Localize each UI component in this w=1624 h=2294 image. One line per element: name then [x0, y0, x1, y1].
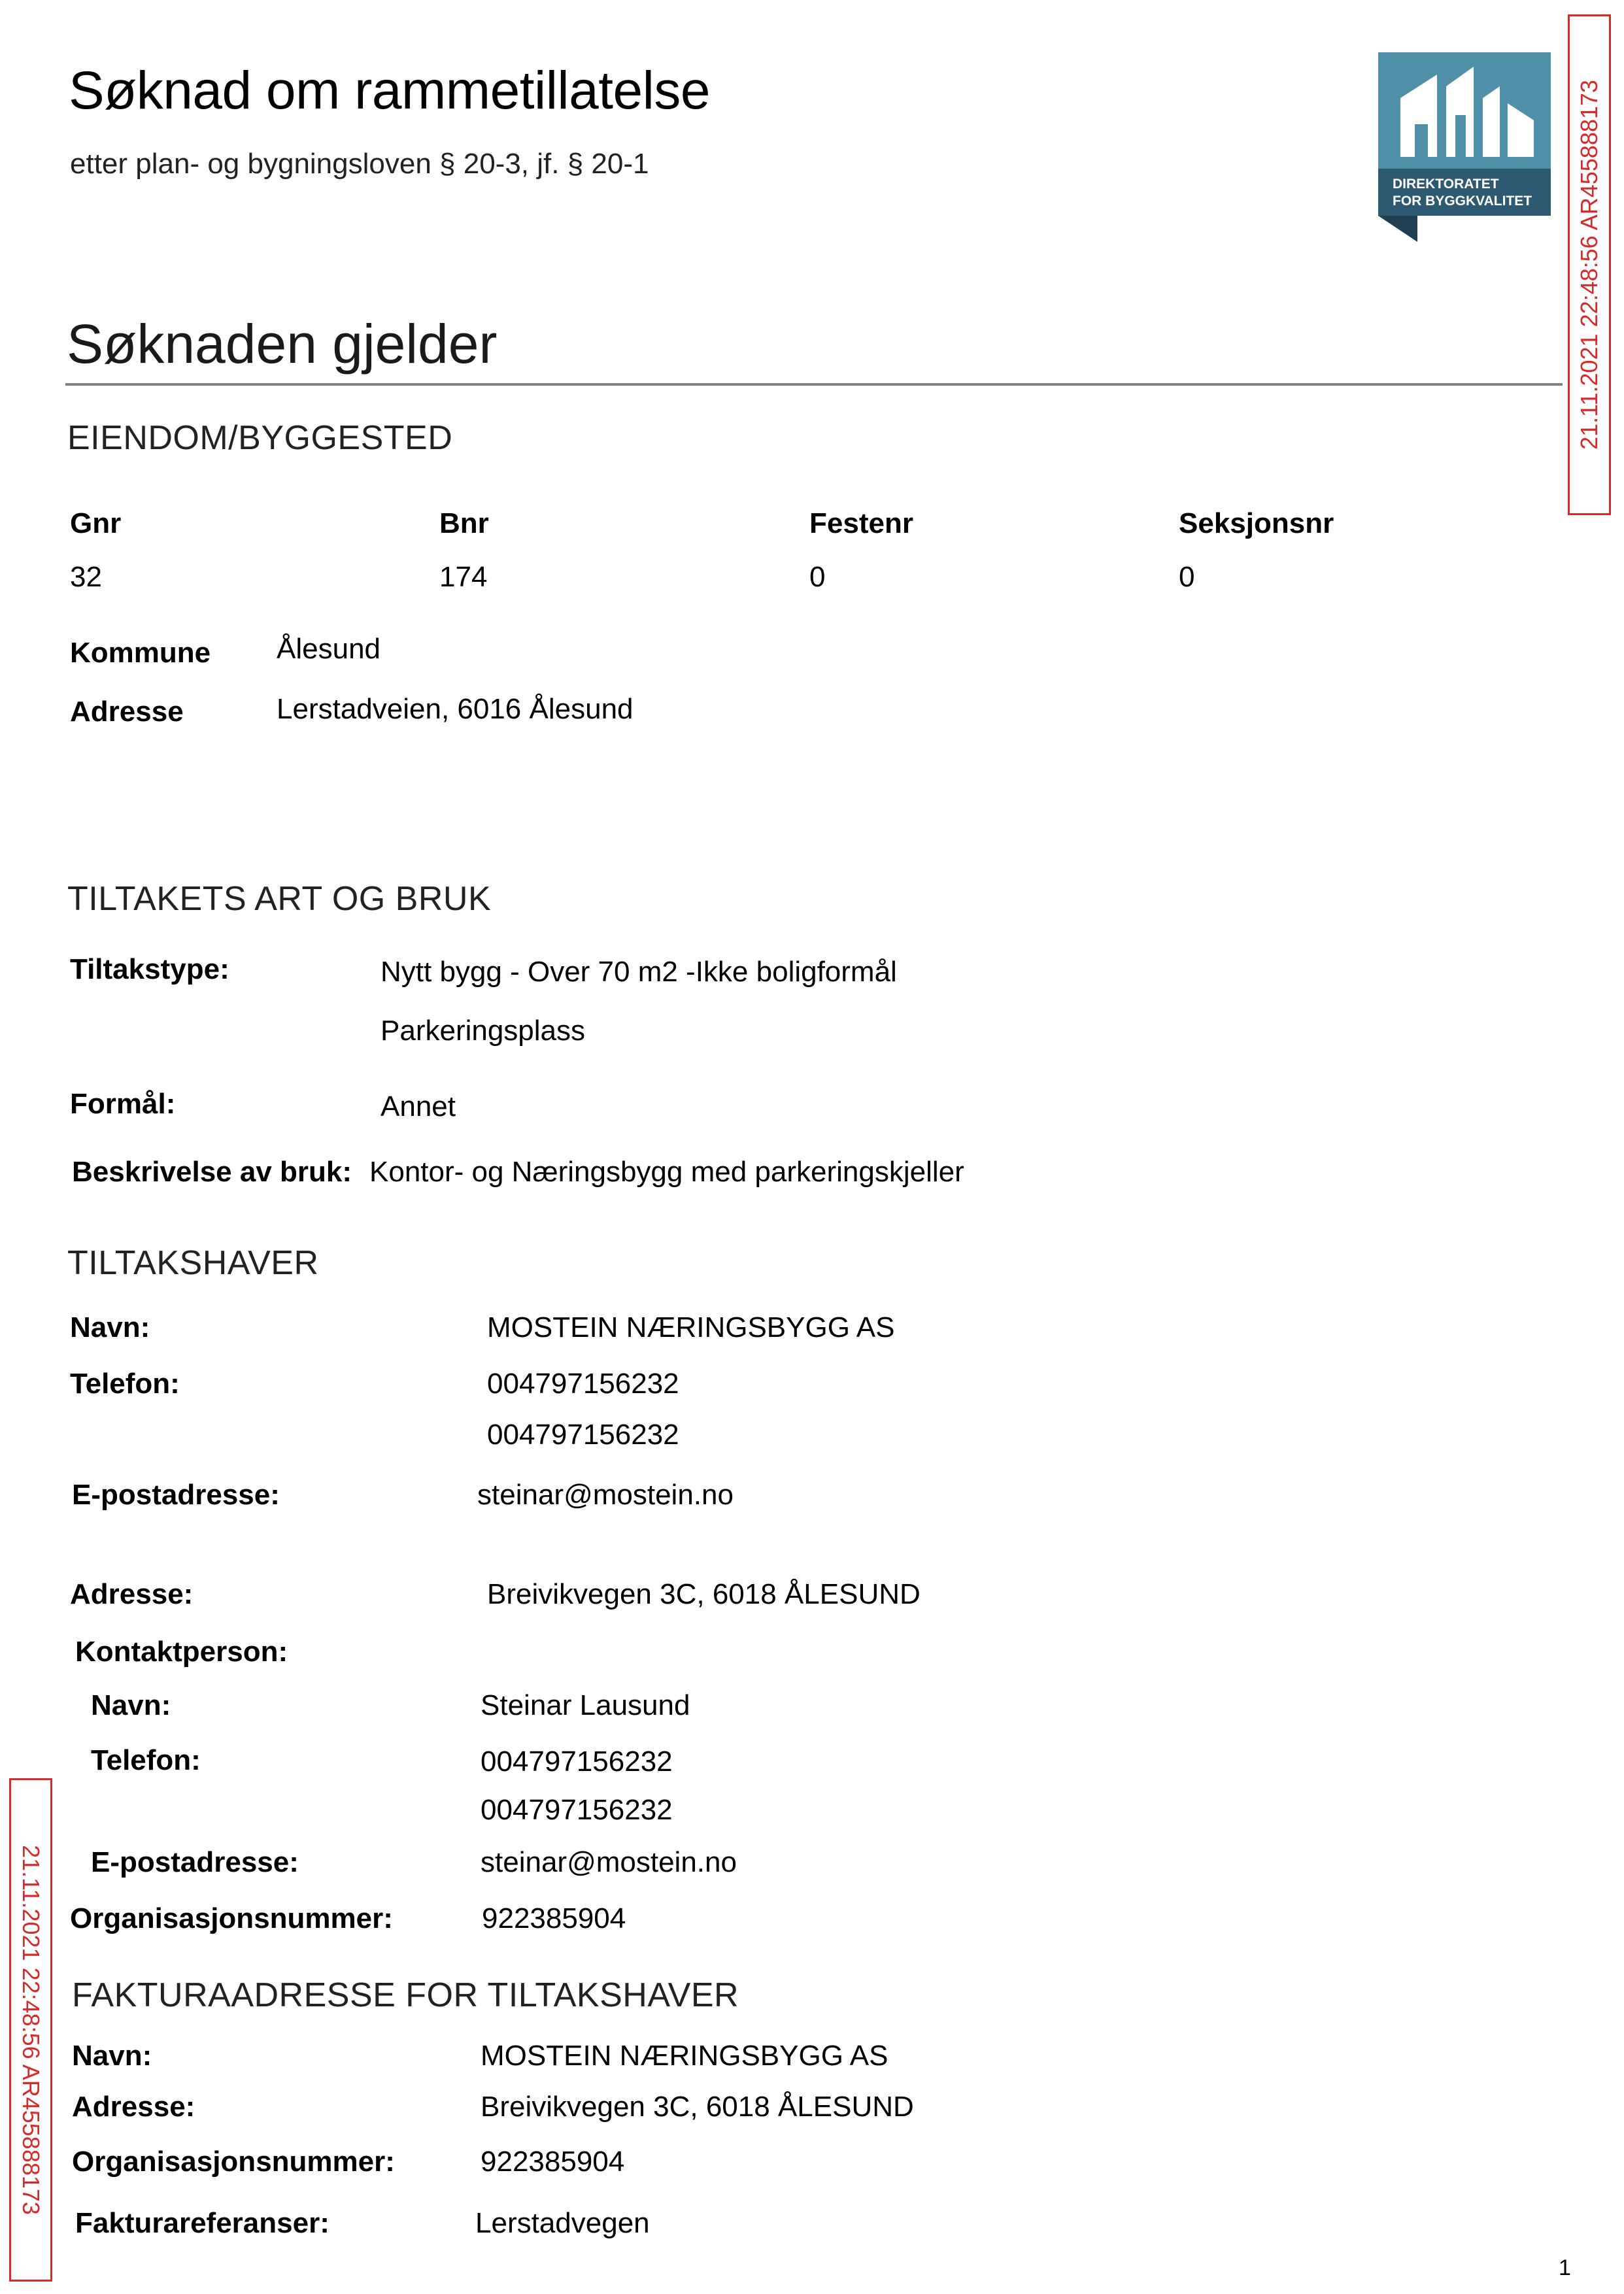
main-heading: Søknaden gjelder — [67, 313, 498, 375]
kontaktperson-label: Kontaktperson: — [75, 1636, 288, 1668]
tiltakshaver-epost-value: steinar@mostein.no — [477, 1479, 734, 1511]
festenr-label: Festenr — [809, 507, 913, 539]
fakturareferanse-label: Fakturareferanser: — [75, 2207, 330, 2239]
heading-divider — [65, 383, 1563, 386]
document-title: Søknad om rammetillatelse — [69, 61, 710, 120]
registration-stamp-top: 21.11.2021 22:48:56 AR455888173 — [1568, 14, 1611, 515]
fakturareferanse-value: Lerstadvegen — [475, 2207, 650, 2239]
tiltakshaver-navn-value: MOSTEIN NÆRINGSBYGG AS — [487, 1311, 895, 1343]
adresse-label: Adresse — [70, 696, 184, 728]
tiltakstype-value-2: Parkeringsplass — [381, 1015, 586, 1047]
tiltakstype-label: Tiltakstype: — [70, 953, 229, 985]
festenr-value: 0 — [809, 561, 826, 593]
dibk-logo — [1378, 52, 1551, 242]
bnr-label: Bnr — [439, 507, 489, 539]
logo-text-line1: DIREKTORATET — [1393, 177, 1499, 192]
tiltakshaver-telefon-label: Telefon: — [70, 1368, 180, 1400]
logo-text-line2: FOR BYGGKVALITET — [1393, 194, 1532, 209]
tiltakshaver-adresse-label: Adresse: — [70, 1578, 194, 1610]
adresse-value: Lerstadveien, 6016 Ålesund — [277, 693, 634, 725]
tiltakshaver-orgnr-label: Organisasjonsnummer: — [70, 1902, 393, 1934]
page-number: 1 — [1559, 2255, 1571, 2280]
formal-value: Annet — [381, 1090, 456, 1122]
seksjonsnr-value: 0 — [1179, 561, 1195, 593]
seksjonsnr-label: Seksjonsnr — [1179, 507, 1334, 539]
document-subtitle: etter plan- og bygningsloven § 20-3, jf. § 20-1 — [70, 148, 649, 180]
registration-stamp-bottom: 21.11.2021 22:48:56 AR455888173 — [9, 1778, 52, 2282]
tiltakshaver-telefon-value-2: 004797156232 — [487, 1419, 679, 1451]
kontakt-telefon-value-2: 004797156232 — [481, 1794, 673, 1826]
section-tiltak-heading: TILTAKETS ART OG BRUK — [67, 880, 492, 918]
kontakt-epost-label: E-postadresse: — [91, 1846, 299, 1878]
faktura-adresse-value: Breivikvegen 3C, 6018 ÅLESUND — [481, 2091, 914, 2123]
faktura-adresse-label: Adresse: — [72, 2091, 195, 2123]
tiltakshaver-navn-label: Navn: — [70, 1311, 150, 1343]
faktura-navn-label: Navn: — [72, 2040, 152, 2072]
tiltakshaver-telefon-value-1: 004797156232 — [487, 1368, 679, 1400]
tiltakshaver-epost-label: E-postadresse: — [72, 1479, 280, 1511]
tiltakshaver-orgnr-value: 922385904 — [482, 1902, 626, 1934]
formal-label: Formål: — [70, 1088, 176, 1120]
kontakt-telefon-label: Telefon: — [91, 1744, 201, 1776]
beskrivelse-label: Beskrivelse av bruk: — [72, 1156, 352, 1188]
kontakt-navn-value: Steinar Lausund — [481, 1689, 690, 1721]
kommune-label: Kommune — [70, 637, 211, 669]
kontakt-telefon-value-1: 004797156232 — [481, 1746, 673, 1778]
kontakt-epost-value: steinar@mostein.no — [481, 1846, 737, 1878]
bnr-value: 174 — [439, 561, 488, 593]
section-eiendom-heading: EIENDOM/BYGGESTED — [67, 419, 453, 457]
section-faktura-heading: FAKTURAADRESSE FOR TILTAKSHAVER — [72, 1976, 739, 2014]
faktura-orgnr-value: 922385904 — [481, 2146, 625, 2178]
kommune-value: Ålesund — [277, 633, 381, 665]
tiltakshaver-adresse-value: Breivikvegen 3C, 6018 ÅLESUND — [487, 1578, 921, 1610]
beskrivelse-value: Kontor- og Næringsbygg med parkeringskjeller — [369, 1156, 964, 1188]
kontakt-navn-label: Navn: — [91, 1689, 171, 1721]
tiltakstype-value-1: Nytt bygg - Over 70 m2 -Ikke boligformål — [381, 956, 897, 988]
faktura-navn-value: MOSTEIN NÆRINGSBYGG AS — [481, 2040, 888, 2072]
section-tiltakshaver-heading: TILTAKSHAVER — [67, 1244, 319, 1282]
faktura-orgnr-label: Organisasjonsnummer: — [72, 2146, 395, 2178]
gnr-label: Gnr — [70, 507, 122, 539]
gnr-value: 32 — [70, 561, 102, 593]
